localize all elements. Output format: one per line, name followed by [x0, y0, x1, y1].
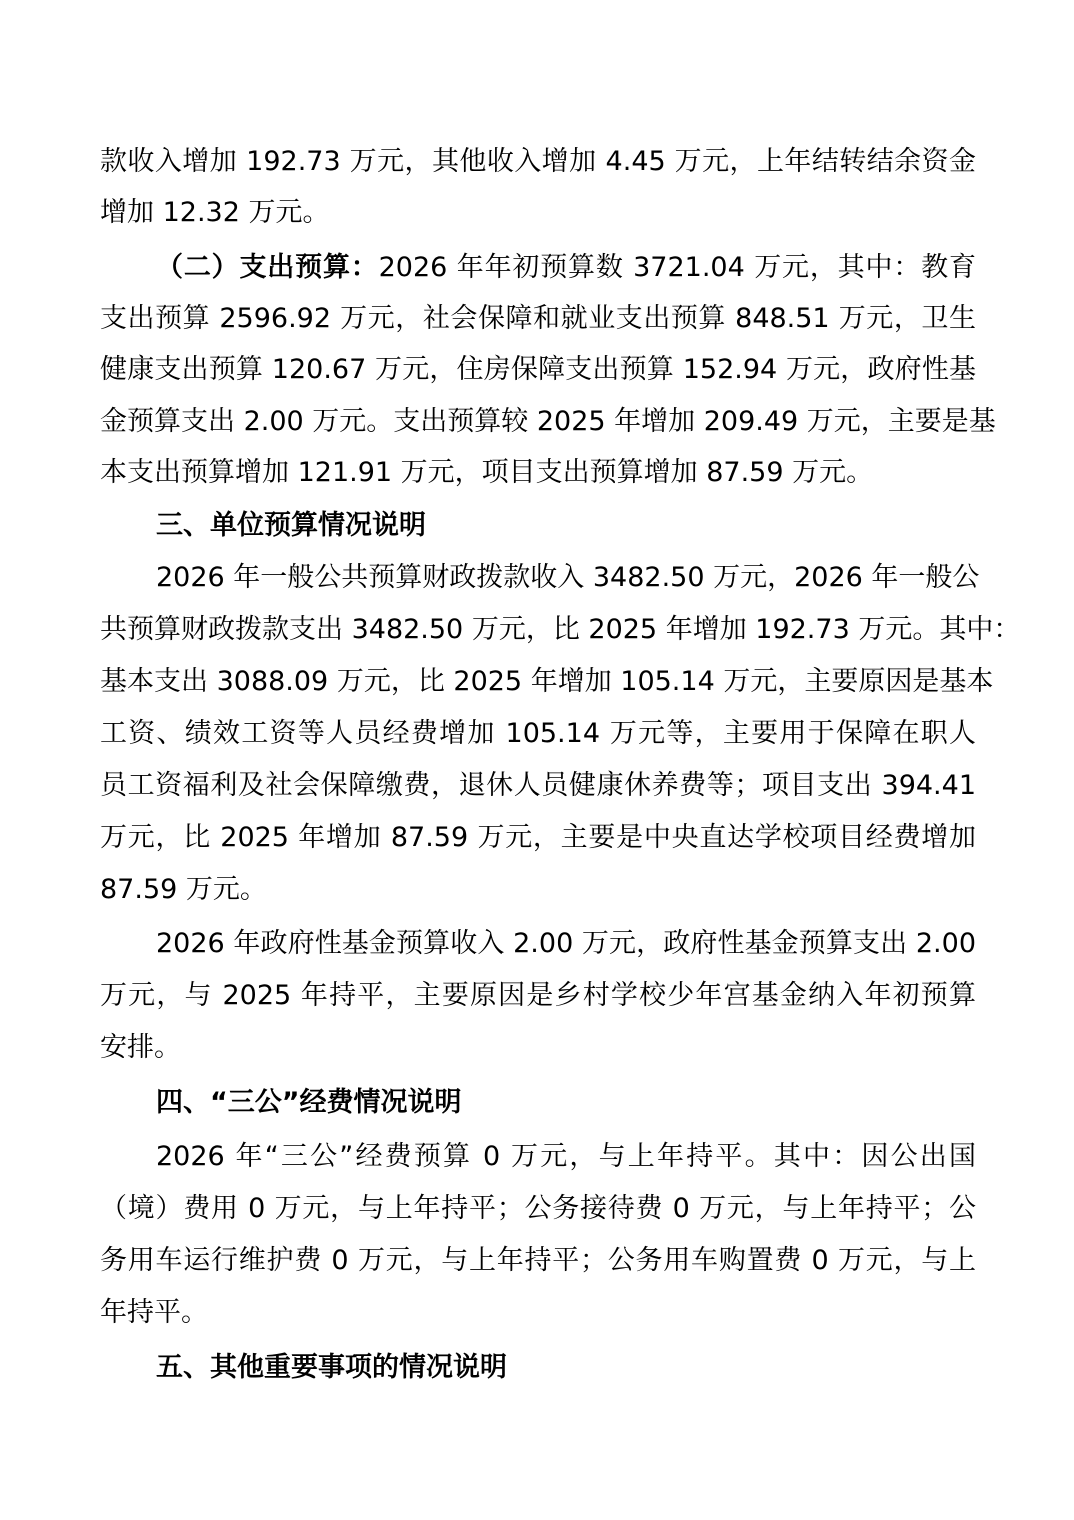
paragraph-line: 工资、绩效工资等人员经费增加 105.14 万元等，主要用于保障在职人: [100, 718, 976, 749]
paragraph-line: 万元，比 2025 年增加 87.59 万元，主要是中央直达学校项目经费增加: [100, 822, 976, 853]
section-heading-5: 五、其他重要事项的情况说明: [156, 1352, 507, 1383]
paragraph-line: 款收入增加 192.73 万元，其他收入增加 4.45 万元，上年结转结余资金: [100, 146, 976, 177]
paragraph-line: 年持平。: [100, 1297, 208, 1328]
section-heading-3: 三、单位预算情况说明: [156, 510, 426, 541]
paragraph-line: 2026 年一般公共预算财政拨款收入 3482.50 万元，2026 年一般公: [156, 562, 980, 593]
paragraph-line: 健康支出预算 120.67 万元，住房保障支出预算 152.94 万元，政府性基: [100, 354, 976, 385]
paragraph-line: 万元，与 2025 年持平，主要原因是乡村学校少年宫基金纳入年初预算: [100, 980, 976, 1011]
paragraph-line: 安排。: [100, 1032, 181, 1063]
expenditure-budget-line: [156, 250, 976, 286]
paragraph-line: 员工资福利及社会保障缴费，退休人员健康休养费等；项目支出 394.41: [100, 770, 976, 801]
paragraph-line: 2026 年“三公”经费预算 0 万元，与上年持平。其中：因公出国: [156, 1141, 976, 1172]
paragraph-line: 基本支出 3088.09 万元，比 2025 年增加 105.14 万元，主要原因是基本: [100, 666, 994, 697]
paragraph-line: 87.59 万元。: [100, 874, 267, 905]
paragraph-line: 共预算财政拨款支出 3482.50 万元，比 2025 年增加 192.73 万元。其中：: [100, 614, 1021, 645]
paragraph-line: 2026 年政府性基金预算收入 2.00 万元，政府性基金预算支出 2.00: [156, 928, 976, 959]
expenditure-budget-text: 2026 年年初预算数 3721.04 万元，其中：教育: [378, 252, 976, 283]
paragraph-line: 务用车运行维护费 0 万元，与上年持平；公务用车购置费 0 万元，与上: [100, 1245, 976, 1276]
paragraph-line: 金预算支出 2.00 万元。支出预算较 2025 年增加 209.49 万元，主要是基: [100, 406, 996, 437]
paragraph-line: （境）费用 0 万元，与上年持平；公务接待费 0 万元，与上年持平；公: [100, 1193, 976, 1224]
paragraph-line: 本支出预算增加 121.91 万元，项目支出预算增加 87.59 万元。: [100, 457, 874, 488]
section-heading-4: 四、“三公”经费情况说明: [156, 1087, 462, 1118]
expenditure-budget-label: （二）支出预算：: [156, 252, 379, 283]
paragraph-line: 支出预算 2596.92 万元，社会保障和就业支出预算 848.51 万元，卫生: [100, 303, 976, 334]
paragraph-line: 增加 12.32 万元。: [100, 197, 330, 228]
